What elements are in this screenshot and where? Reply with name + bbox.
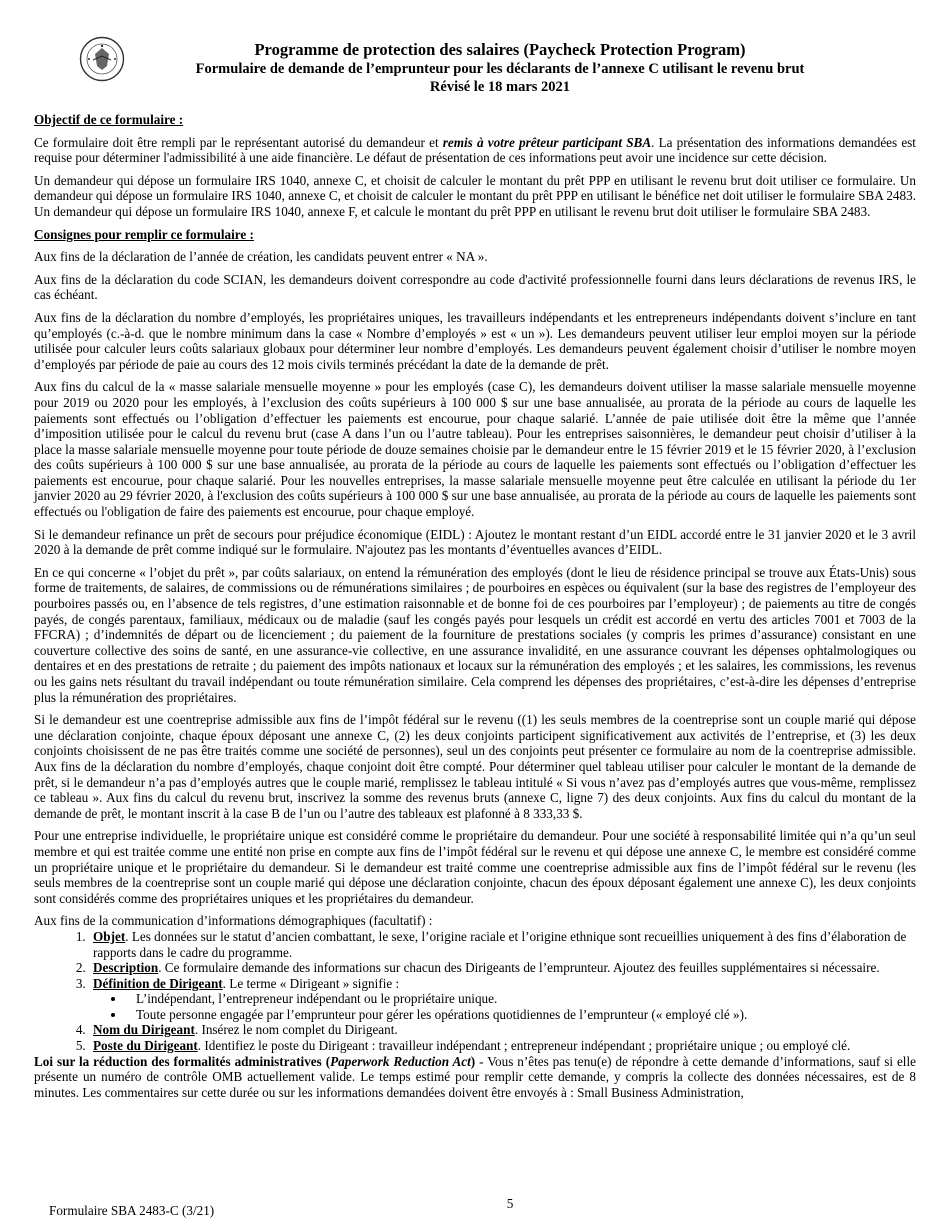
list-item [89,1022,916,1038]
instruction-paragraph: En ce qui concerne « l’objet du prêt », par coûts salariaux, on entend la rémunération des employés (dont le lieu de résidence principal se trouve aux États-Unis) sous forme de traitements, de salaires, de commissions ou de rémunérations similaires ; de pourboires en espèces ou équivalent (sur la base des registres de l’employeur des pourboires passés ou, en l’absence de tels registres, d’une estimation raisonnable et de bonne foi de ces pourboires par l’employeur) ; de paiements au titre de congés payés, de congés parentaux, familiaux, médicaux ou de maladie (sauf les congés payés pour lesquels un crédit est accordé en vertu des articles 7001 et 7003 de la FFCRA) ; d’indemnités de départ ou de licenciement ; du paiement de la fourniture de prestations sociales (y compris les primes d’assurance) consistant en une couverture collective des soins de santé, en une assurance-vie collective, en une assurance invalidité, en une assurance couvrant les dépenses ophtalmologiques ou dentaires et en des prestations de retraite ; du paiement des impôts nationaux et locaux sur la rémunération des employés ; et les salaires, les commissions, les revenus ou les gains nets résultant du travail indépendant ou toute rémunération similaire. Cela comprend les dépenses des propriétaires, c’est-à-dire les dépenses d’entreprise plus la rémunération des propriétaires. [34,564,916,705]
demographics-list [34,929,916,1054]
objective-emphasis: remis à votre prêteur participant SBA [442,134,652,150]
paperwork-title-b: Paperwork Reduction Act [330,1053,471,1069]
objective-text-c: . La présentation des informations demandées est requise pour déterminer l'admissibilité à une aide financière. Le défaut de présentation de ces informations peut avoir une incidence sur cette décision. [34,134,916,166]
principal-definition-bullets [93,991,916,1022]
instruction-paragraph: Pour une entreprise individuelle, le propriétaire unique est considéré comme le propriétaire du demandeur. Pour une société à responsabilité limitée qui n’a qu’un seul membre et qui est traitée comme une entité non prise en compte aux fins de l’impôt fédéral sur le revenu et qui dépose une annexe C, le membre est considéré comme un propriétaire unique et le propriétaire du demandeur. Si le demandeur est traité comme une coentreprise admissible aux fins de l’impôt fédéral sur le revenu (les seuls membres de la coentreprise sont un couple marié qui dépose une déclaration conjointe, chacun des époux déposant également une annexe C), les deux conjoints sont considérés comme des propriétaires uniques et les propriétaires du demandeur. [34,828,916,906]
list-text: . Le terme « Dirigeant » signifie : [222,975,400,991]
paperwork-title-c: ) [470,1053,476,1069]
list-term: Poste du Dirigeant [93,1038,198,1054]
list-item [89,976,916,1023]
footer-form-id: Formulaire SBA 2483-C (3/21) [49,1203,215,1218]
demographics-intro: Aux fins de la communication d’informations démographiques (facultatif) : [34,913,433,929]
instruction-paragraph: Si le demandeur refinance un prêt de secours pour préjudice économique (EIDL) : Ajoutez le montant restant d’un EIDL accordé entre le 31 janvier 2020 et le 3 avril 2020 à la demande de prêt comme indiqué sur le formulaire. N'ajoutez pas les montants d’éventuelles avances d’EIDL. [34,526,916,558]
sba-seal-icon [79,36,125,82]
list-term: Objet [93,928,126,944]
list-text: . Identifiez le poste du Dirigeant : travailleur indépendant ; entrepreneur indépendant ; propriétaire unique ; ou employé clé. [197,1038,851,1054]
list-term: Définition de Dirigeant [93,975,223,991]
revision-date: Révisé le 18 mars 2021 [429,79,571,95]
document-title: Programme de protection des salaires (Paycheck Protection Program) [254,40,746,59]
paperwork-title-a: Loi sur la réduction des formalités administratives ( [34,1053,331,1069]
list-text: . Les données sur le statut d’ancien combattant, le sexe, l’origine raciale et l’origine ethnique sont recueillies uniquement à des fins d’élaboration de rapports dans le cadre du programme. [93,928,907,960]
list-item [89,1038,916,1054]
page-number: 5 [506,1196,514,1211]
objective-paragraph-2: Un demandeur qui dépose un formulaire IRS 1040, annexe C, et choisit de calculer le montant du prêt PPP en utilisant le revenu brut doit utiliser ce formulaire. Un demandeur qui dépose un formulaire IRS 1040, annexe C, et choisit de calculer le montant du prêt PPP en utilisant le bénéfice net doit utiliser le formulaire SBA 2483. Un demandeur qui dépose un formulaire IRS 1040, annexe F, et calcule le montant du prêt PPP en utilisant le revenu brut doit utiliser le formulaire SBA 2483. [34,172,916,219]
list-item [89,960,916,976]
instruction-paragraph: Aux fins de la déclaration du nombre d’employés, les propriétaires uniques, les travailleurs indépendants et les entrepreneurs indépendants doivent s’inclure en tant qu’employés (c.-à-d. que le nombre minimum dans la case « Nombre d’employés » est « un »). Les demandeurs peuvent utiliser leur emploi moyen sur la période utilisée pour calculer leurs coûts salariaux globaux pour déterminer leur nombre d’employés. Les demandeurs peuvent également choisir d’utiliser le nombre moyen d’employés par période de paie au cours des 12 mois civils terminés précédant la date de la demande de prêt. [34,309,916,372]
list-text: . Ce formulaire demande des informations sur chacun des Dirigeants de l’emprunteur. Ajoutez des feuilles supplémentaires si nécessaire. [158,960,880,976]
list-term: Nom du Dirigeant [93,1022,195,1038]
objective-paragraph-1 [34,135,916,166]
instruction-paragraph: Aux fins de la déclaration de l’année de création, les candidats peuvent entrer « NA ». [34,249,488,265]
paperwork-reduction-paragraph [34,1054,916,1101]
document-body [34,112,916,1107]
instruction-paragraph: Aux fins de la déclaration du code SCIAN, les demandeurs doivent correspondre au code d'activité professionnelle fourni dans leurs déclarations de revenus IRS, le cas échéant. [34,271,916,303]
bullet-item: • L’indépendant, l’entrepreneur indépendant ou le propriétaire unique. [126,991,916,1007]
objective-heading: Objectif de ce formulaire : [34,112,184,127]
instruction-paragraph: Aux fins du calcul de la « masse salariale mensuelle moyenne » pour les employés (case C), les demandeurs doivent utiliser la masse salariale mensuelle moyenne pour 2019 ou 2020 pour les employés, à l’exclusion des coûts supérieurs à 100 000 $ sur une base annualisée, au prorata de la période au cours de laquelle les paiements sont effectués ou l’obligation d’effectuer les paiements est encourue, pour chaque salarié. L’année de paie utilisée doit être la même que l’année d’imposition utilisée pour le calcul du revenu brut (case A dans l’un ou l’autre tableau). Pour les entreprises saisonnières, le demandeur peut choisir d’utiliser à la place la masse salariale mensuelle moyenne pour toute période de douze semaines choisie par le demandeur entre le 15 février 2019 et le 15 février 2020, à l’exclusion des coûts supérieurs à 100 000 $ sur une base annualisée, au prorata de la période au cours de laquelle les paiements sont effectués ou l’obligation d’effectuer les paiements est encourue, pour chaque salarié. Pour les nouvelles entreprises, la masse salariale mensuelle moyenne peut être calculée en utilisant la période du 1er janvier 2020 au 29 février 2020, à l'exclusion des coûts supérieurs à 100 000 $ sur une base annualisée, au prorata de la période au cours de laquelle les paiements sont effectués ou l'obligation de faire des paiements est encourue, pour chaque employé. [34,379,916,520]
list-text: . Insérez le nom complet du Dirigeant. [194,1022,398,1038]
list-term: Description [93,960,159,976]
objective-text-a: Ce formulaire doit être rempli par le représentant autorisé du demandeur et [34,134,443,150]
list-item [89,929,916,960]
paperwork-text: - Vous n’êtes pas tenu(e) de répondre à cette demande d’informations, sauf si elle présente un numéro de contrôle OMB actuellement valide. Le temps estimé pour remplir cette demande, y compris la collecte des données nécessaires, est de 8 minutes. Les commentaires sur cette durée ou sur les informations demandées doivent être envoyés à : Small Business Administration, [34,1053,916,1100]
instructions-heading: Consignes pour remplir ce formulaire : [34,226,254,242]
instruction-paragraph: Si le demandeur est une coentreprise admissible aux fins de l’impôt fédéral sur le revenu ((1) les seuls membres de la coentreprise sont un couple marié qui dépose une déclaration conjointe, chaque époux déposant une annexe C, (2) les deux conjoints participent significativement aux activités de l’entreprise, et (3) les deux conjoints choisissent de ne pas être traités comme une société de personnes), seul un des conjoints peut présenter ce formulaire au nom de la coentreprise admissible. Aux fins de la déclaration du nombre d’employés, chaque conjoint doit être compté. Pour déterminer quel tableau utiliser pour calculer le montant de la demande de prêt, si le demandeur n’a pas d’employés autres que le couple marié, remplissez le tableau intitulé « Si vous n’avez pas d’employés autres que vous-même, remplissez ce tableau ». Aux fins du calcul du revenu brut, inscrivez la somme des revenus bruts (annexe C, ligne 7) des deux conjoints. Aux fins du calcul du montant de la demande de prêt, le montant inscrit à la case B de l’un ou l’autre des tableaux est plafonné à 8 333,33 $. [34,712,916,821]
document-subtitle: Formulaire de demande de l’emprunteur pour les déclarants de l’annexe C utilisant le revenu brut [195,61,805,77]
bullet-item: • Toute personne engagée par l’emprunteur pour gérer les opérations quotidiennes de l’emprunteur (« employé clé »). [126,1007,916,1023]
